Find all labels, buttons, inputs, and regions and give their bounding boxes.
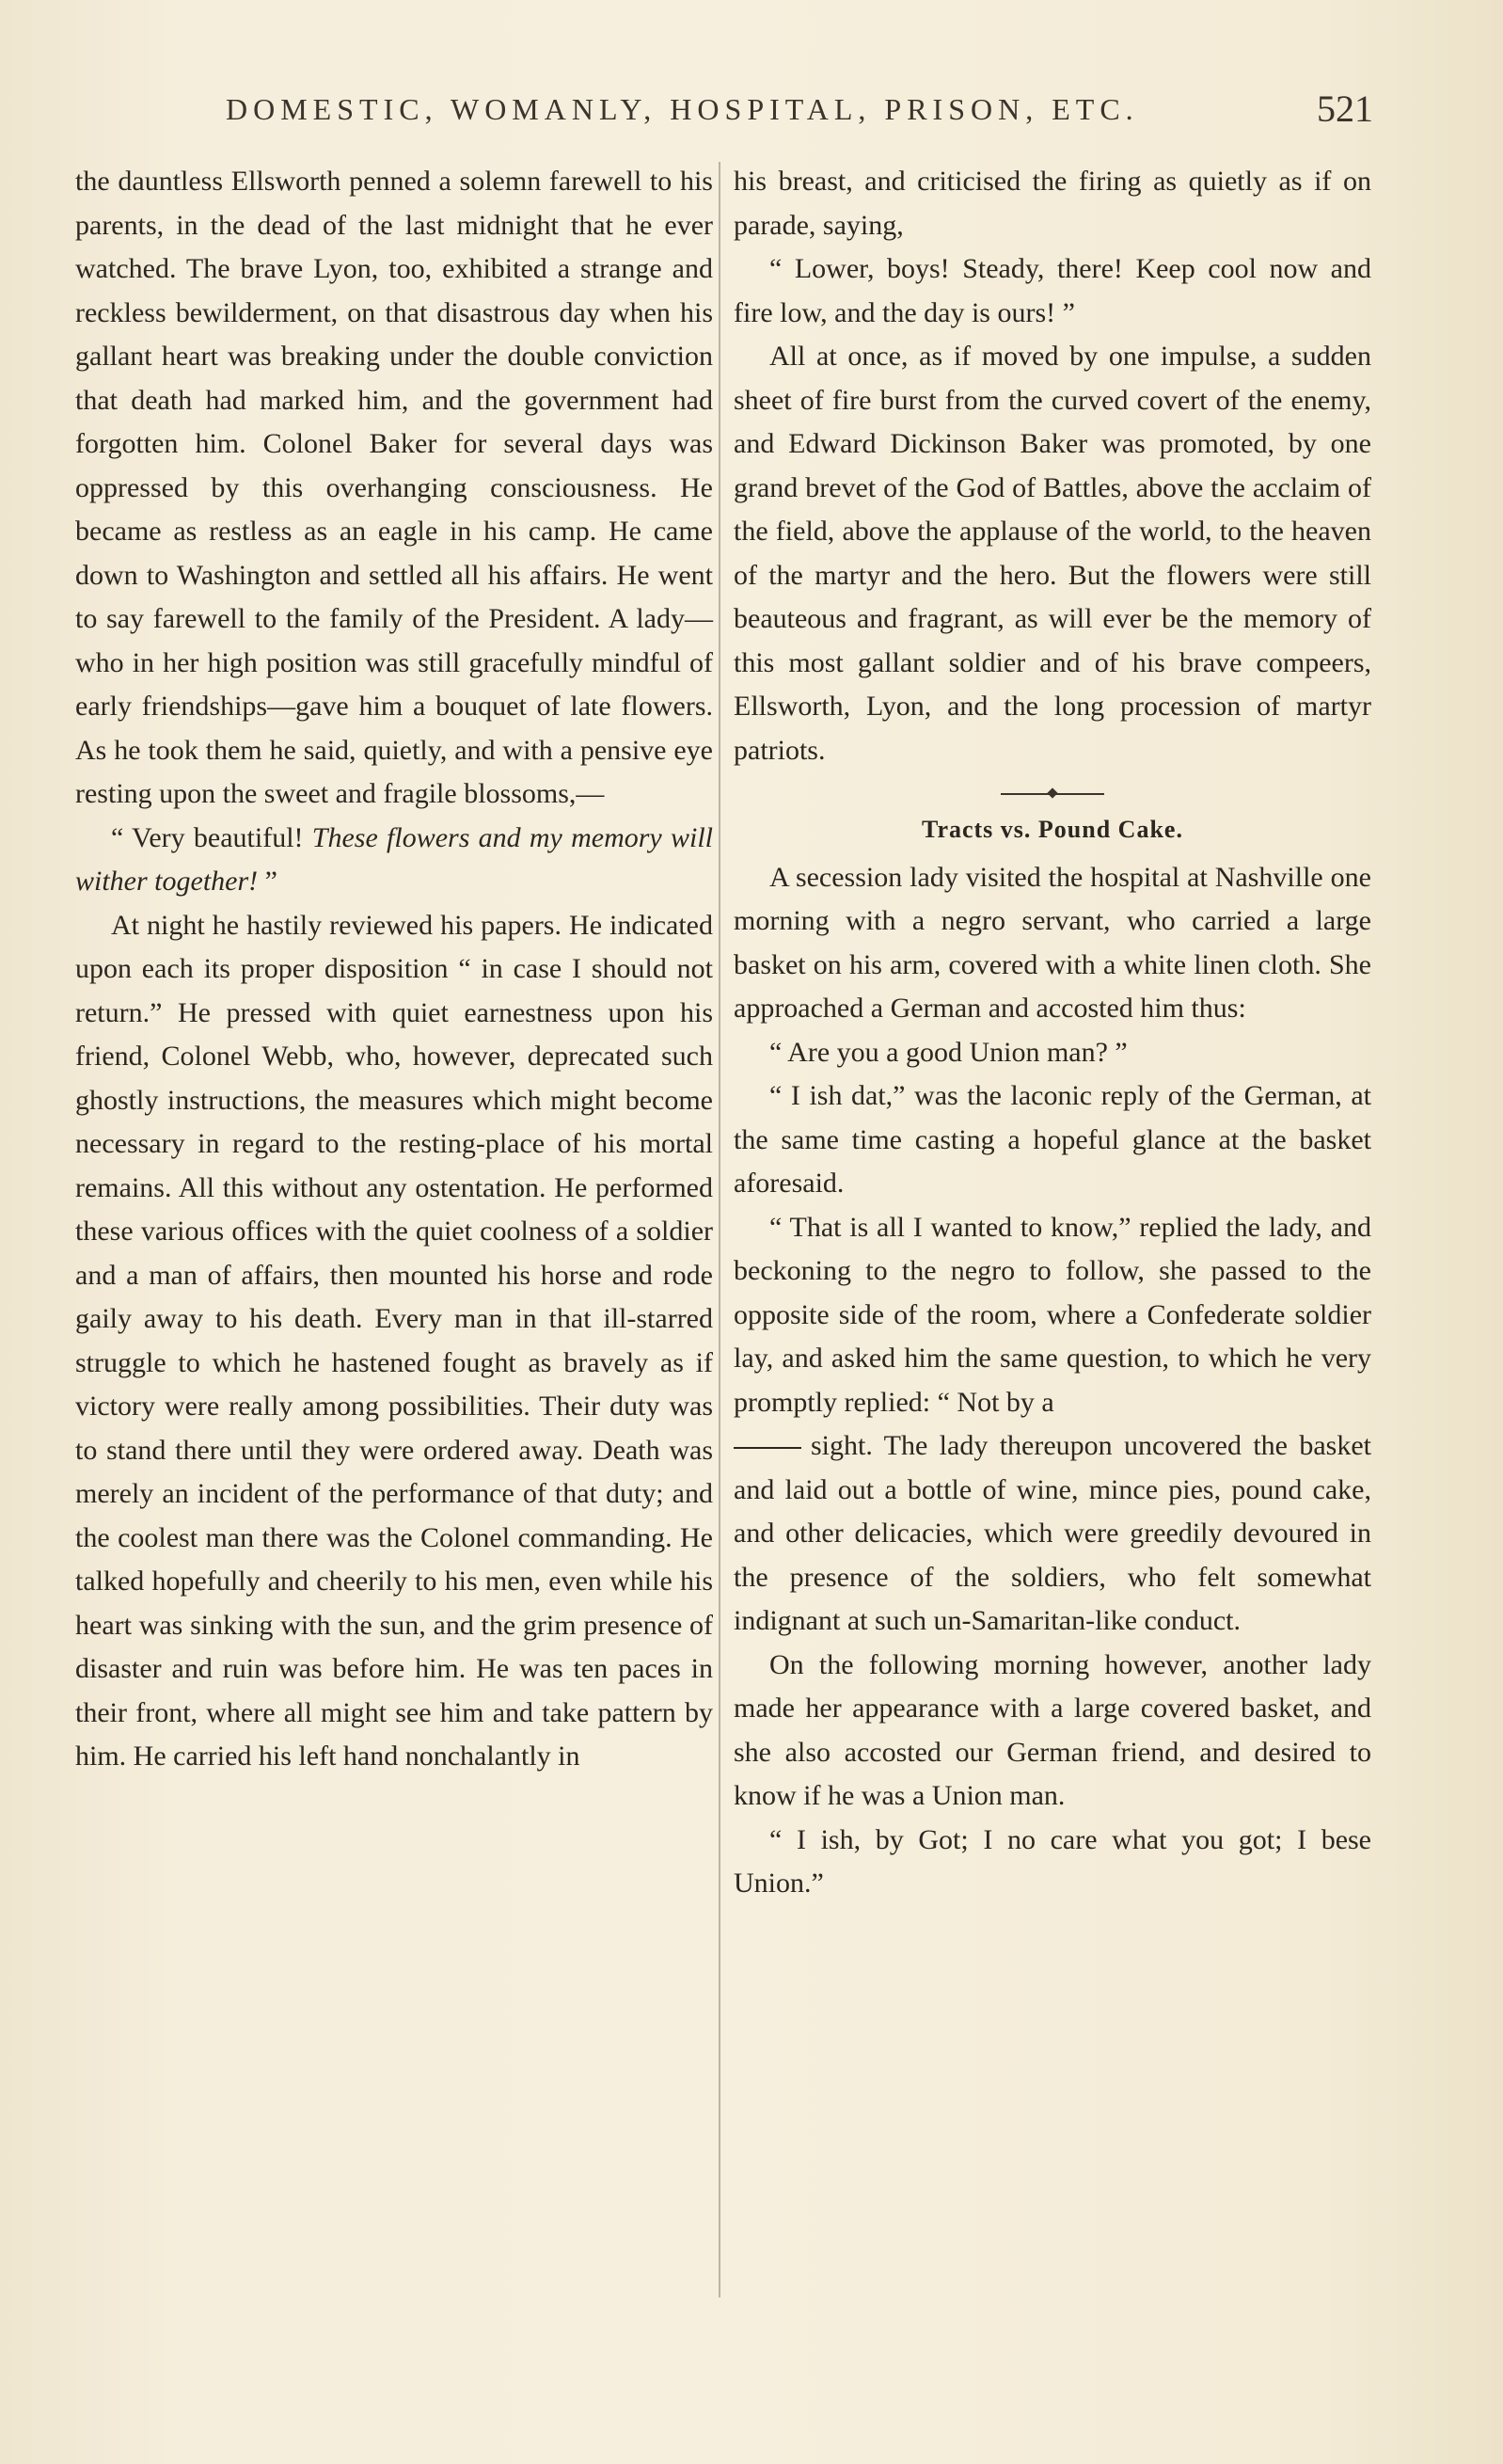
dash-rule [734,1447,801,1449]
paragraph: On the following morning however, another lady made her appearance with a large covered basket, and she also accosted our German friend, and desired to know if he was a Union man. [734,1648,1371,1811]
paragraph-text: sight. The lady thereupon uncovered the basket and laid out a bottle of wine, mince pies, pound cake, and other delicacies, which were greedily devoured in the presence of the soldiers, who felt somewhat indignant at such un-Samaritan-like conduct. [734,1430,1371,1636]
paragraph: “ I ish dat,” was the laconic reply of the German, at the same time casting a hopeful glance at the basket aforesaid. [734,1080,1371,1199]
quote-close: ” [258,866,277,897]
paragraph: At night he hastily reviewed his papers. He indicated upon each its proper disposition “ in case I should not return.” He pressed with quiet earnestness upon his friend, Colonel Webb, who, however, deprecated such ghostly instructions, the measures which might become necessary in regard to the resting-place of his mortal remains. All this without any ostentation. He performed these various offices with the quiet coolness of a soldier and a man of affairs, then mounted his horse and rode gaily away to his death. Every man in that ill-starred struggle to which he hastened fought as bravely as if victory were really among possibilities. Their duty was to stand there until they were ordered away. Death was merely an incident of the performance of that duty; and the coolest man there was the Colonel commanding. He talked hopefully and cheerily to his men, even while his heart was sinking with the sun, and the grim presence of disaster and ruin was before him. He was ten paces in their front, where all might see him and take pattern by him. He carried his left hand nonchalantly in [75,909,713,1772]
paragraph: the dauntless Ellsworth penned a solemn farewell to his parents, in the dead of the last midnight that he ever watched. The brave Lyon, too, exhibited a strange and reckless bewilderment, on that disastrous day when his gallant heart was breaking under the double conviction that death had marked him, and the government had forgotten him. Colonel Baker for several days was oppressed by this overhanging consciousness. He became as restless as an eagle in his camp. He came down to Washington and settled all his affairs. He went to say farewell to the family of the President. A lady—who in her high position was still gracefully mindful of early friendships—gave him a bouquet of late flowers. As he took them he said, quietly, and with a pensive eye resting upon the sweet and fragile blossoms,— [75,166,713,809]
quote-paragraph: “ Lower, boys! Steady, there! Keep cool now and fire low, and the day is ours! ” [734,253,1371,328]
left-column [75,160,713,1779]
paragraph-continued [734,1424,1371,1644]
quote-italic: These flowers and my memory will wither together! [75,821,713,897]
page-number: 521 [1317,87,1373,130]
quote-paragraph: “ Are you a good Union man? ” [769,1036,1128,1068]
paragraph: “ That is all I wanted to know,” replied the lady, and beckoning to the negro to follow, she passed to the opposite side of the room, where a Confederate soldier lay, and asked him the same question, to which he very promptly replied: “ Not by a [734,1211,1371,1418]
section-title: Tracts vs. Pound Cake. [922,816,1183,843]
column-divider [719,162,720,2297]
paragraph: his breast, and criticised the firing as quietly as if on parade, saying, [734,166,1371,241]
paragraph: A secession lady visited the hospital at Nashville one morning with a negro servant, who carried a large basket on his arm, covered with a white linen cloth. She approached a German and accosted him thus: [734,861,1371,1024]
paragraph: All at once, as if moved by one impulse, a sudden sheet of fire burst from the curved covert of the enemy, and Edward Dickinson Baker was promoted, by one grand brevet of the God of Battles, above the acclaim of the field, above the applause of the world, to the heaven of the martyr and the hero. But the flowers were still beauteous and fragrant, as will ever be the memory of this most gallant soldier and of his brave compeers, Ellsworth, Lyon, and the long procession of martyr patriots. [734,341,1371,766]
running-head: DOMESTIC, WOMANLY, HOSPITAL, PRISON, ETC. [226,92,1139,126]
right-column [734,160,1371,1906]
page-header [75,87,1373,134]
quote-paragraph [75,817,713,904]
quote-open: “ Very beautiful! [111,821,312,853]
quote-paragraph: “ I ish, by Got; I no care what you got; I bese Union.” [734,1823,1371,1899]
section-ornament-rule [1001,793,1104,795]
